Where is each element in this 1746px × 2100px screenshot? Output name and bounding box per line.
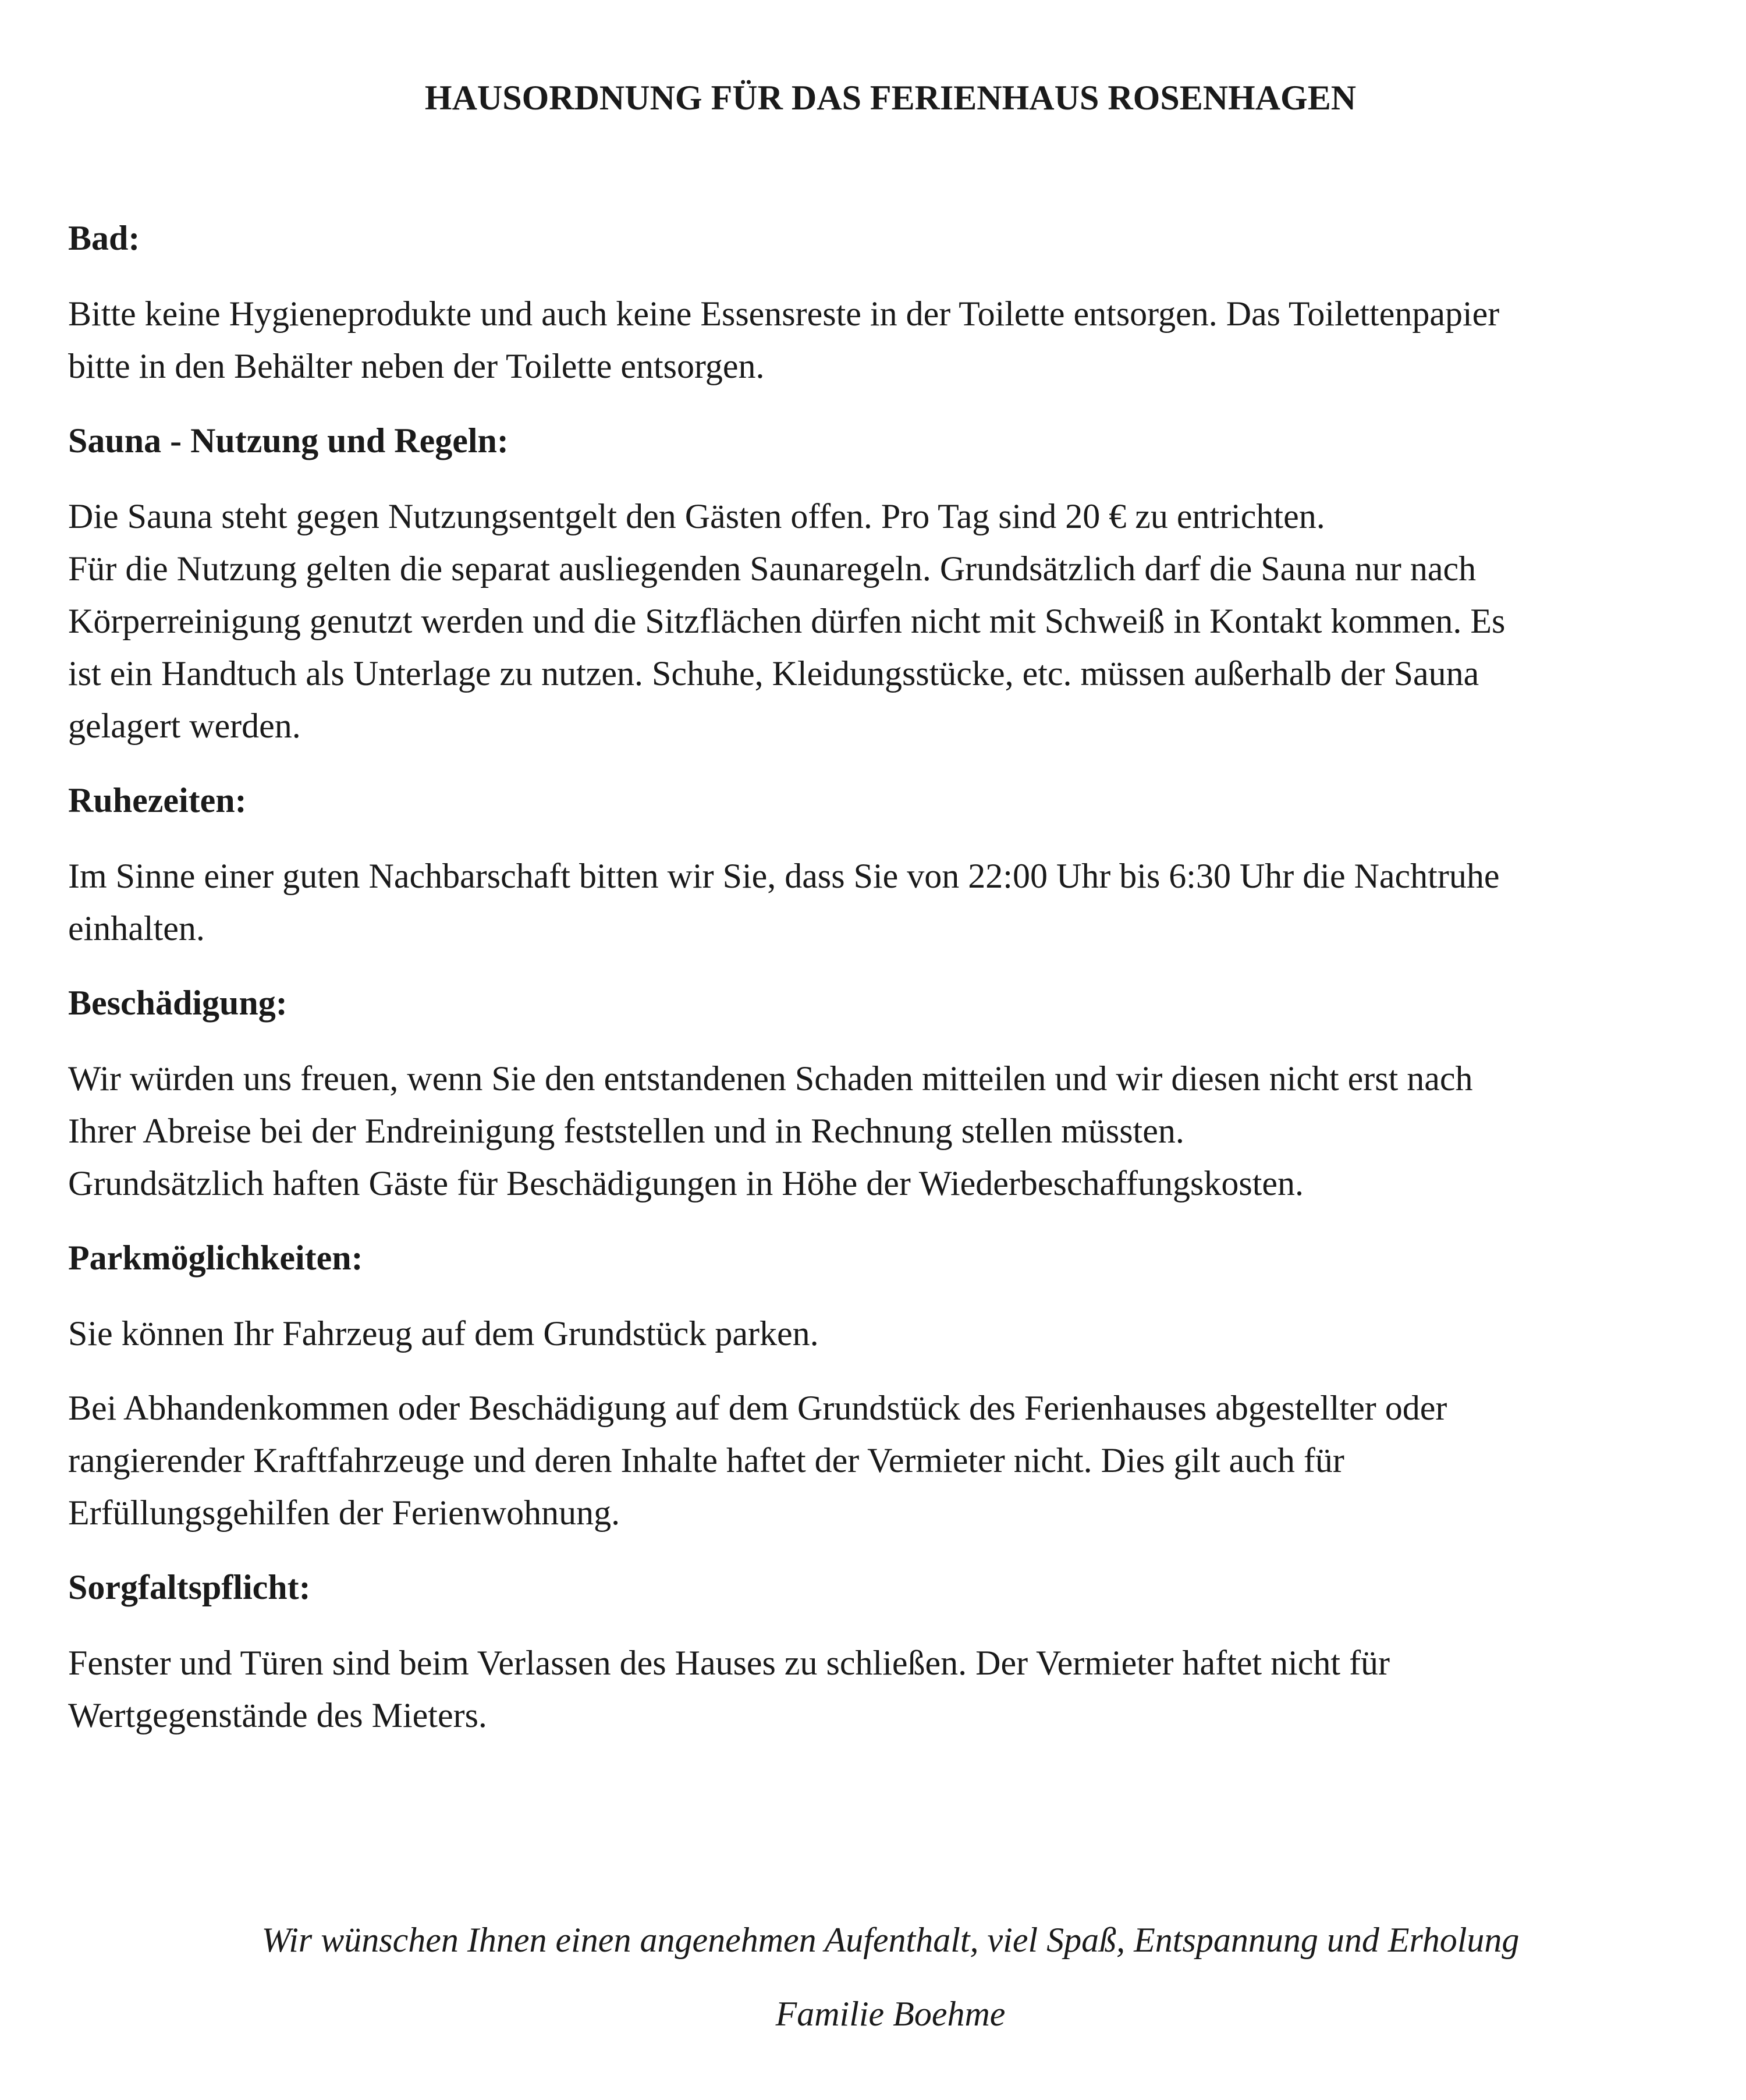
section-paragraph: Im Sinne einer guten Nachbarschaft bitten wir Sie, dass Sie von 22:00 Uhr bis 6:30 Uhr die Nachtruhe einhalten. — [68, 857, 1500, 948]
section-ruhezeiten — [68, 774, 1727, 955]
section-paragraph: Bitte keine Hygieneprodukte und auch keine Essensreste in der Toilette entsorgen. Das Toilettenpapier bitte in den Behälter neben der Toilette entsorgen. — [68, 295, 1500, 385]
section-heading: Sauna - Nutzung und Regeln: — [68, 421, 509, 460]
closing-wish: Wir wünschen Ihnen einen angenehmen Aufenthalt, viel Spaß, Entspannung und Erholung — [261, 1921, 1520, 1959]
section-heading: Sorgfaltspflicht: — [68, 1568, 311, 1606]
section-paragraph: Wir würden uns freuen, wenn Sie den entstandenen Schaden mitteilen und wir diesen nicht erst nach Ihrer Abreise bei der Endreinigung feststellen und in Rechnung stellen müssten. Grundsätzlich haften Gäste für Beschädigungen in Höhe der Wiederbeschaffungskosten. — [68, 1059, 1473, 1202]
section-heading: Ruhezeiten: — [68, 781, 247, 820]
document-body — [68, 212, 1727, 1741]
section-sauna — [68, 414, 1727, 752]
section-sorgfaltspflicht — [68, 1561, 1727, 1741]
section-paragraph: Sie können Ihr Fahrzeug auf dem Grundstück parken. — [68, 1314, 819, 1353]
section-beschaedigung — [68, 977, 1727, 1209]
closing-signature: Familie Boehme — [775, 1995, 1006, 2033]
section-paragraph: Fenster und Türen sind beim Verlassen des Hauses zu schließen. Der Vermieter haftet nicht für Wertgegenstände des Mieters. — [68, 1644, 1390, 1734]
section-paragraph: Bei Abhandenkommen oder Beschädigung auf dem Grundstück des Ferienhauses abgestellter oder rangierender Kraftfahrzeuge und deren Inhalte haftet der Vermieter nicht. Dies gilt auch für Erfüllungsgehilfen der Ferienwohnung. — [68, 1389, 1447, 1532]
section-bad — [68, 212, 1727, 392]
section-heading: Beschädigung: — [68, 984, 288, 1022]
section-heading: Bad: — [68, 219, 140, 257]
document-title: HAUSORDNUNG FÜR DAS FERIENHAUS ROSENHAGEN — [424, 79, 1357, 117]
section-heading: Parkmöglichkeiten: — [68, 1239, 363, 1277]
section-paragraph: Die Sauna steht gegen Nutzungsentgelt den Gästen offen. Pro Tag sind 20 € zu entrichten. Für die Nutzung gelten die separat ausliegenden Saunaregeln. Grundsätzlich darf die Sauna nur nach Körperreinigung genutzt werden und die Sitzflächen dürfen nicht mit Schweiß in Kontakt kommen. Es ist ein Handtuch als Unterlage zu nutzen. Schuhe, Kleidungsstücke, etc. müssen außerhalb der Sauna gelagert werden. — [68, 497, 1506, 745]
section-parkmoeglichkeiten — [68, 1232, 1727, 1539]
